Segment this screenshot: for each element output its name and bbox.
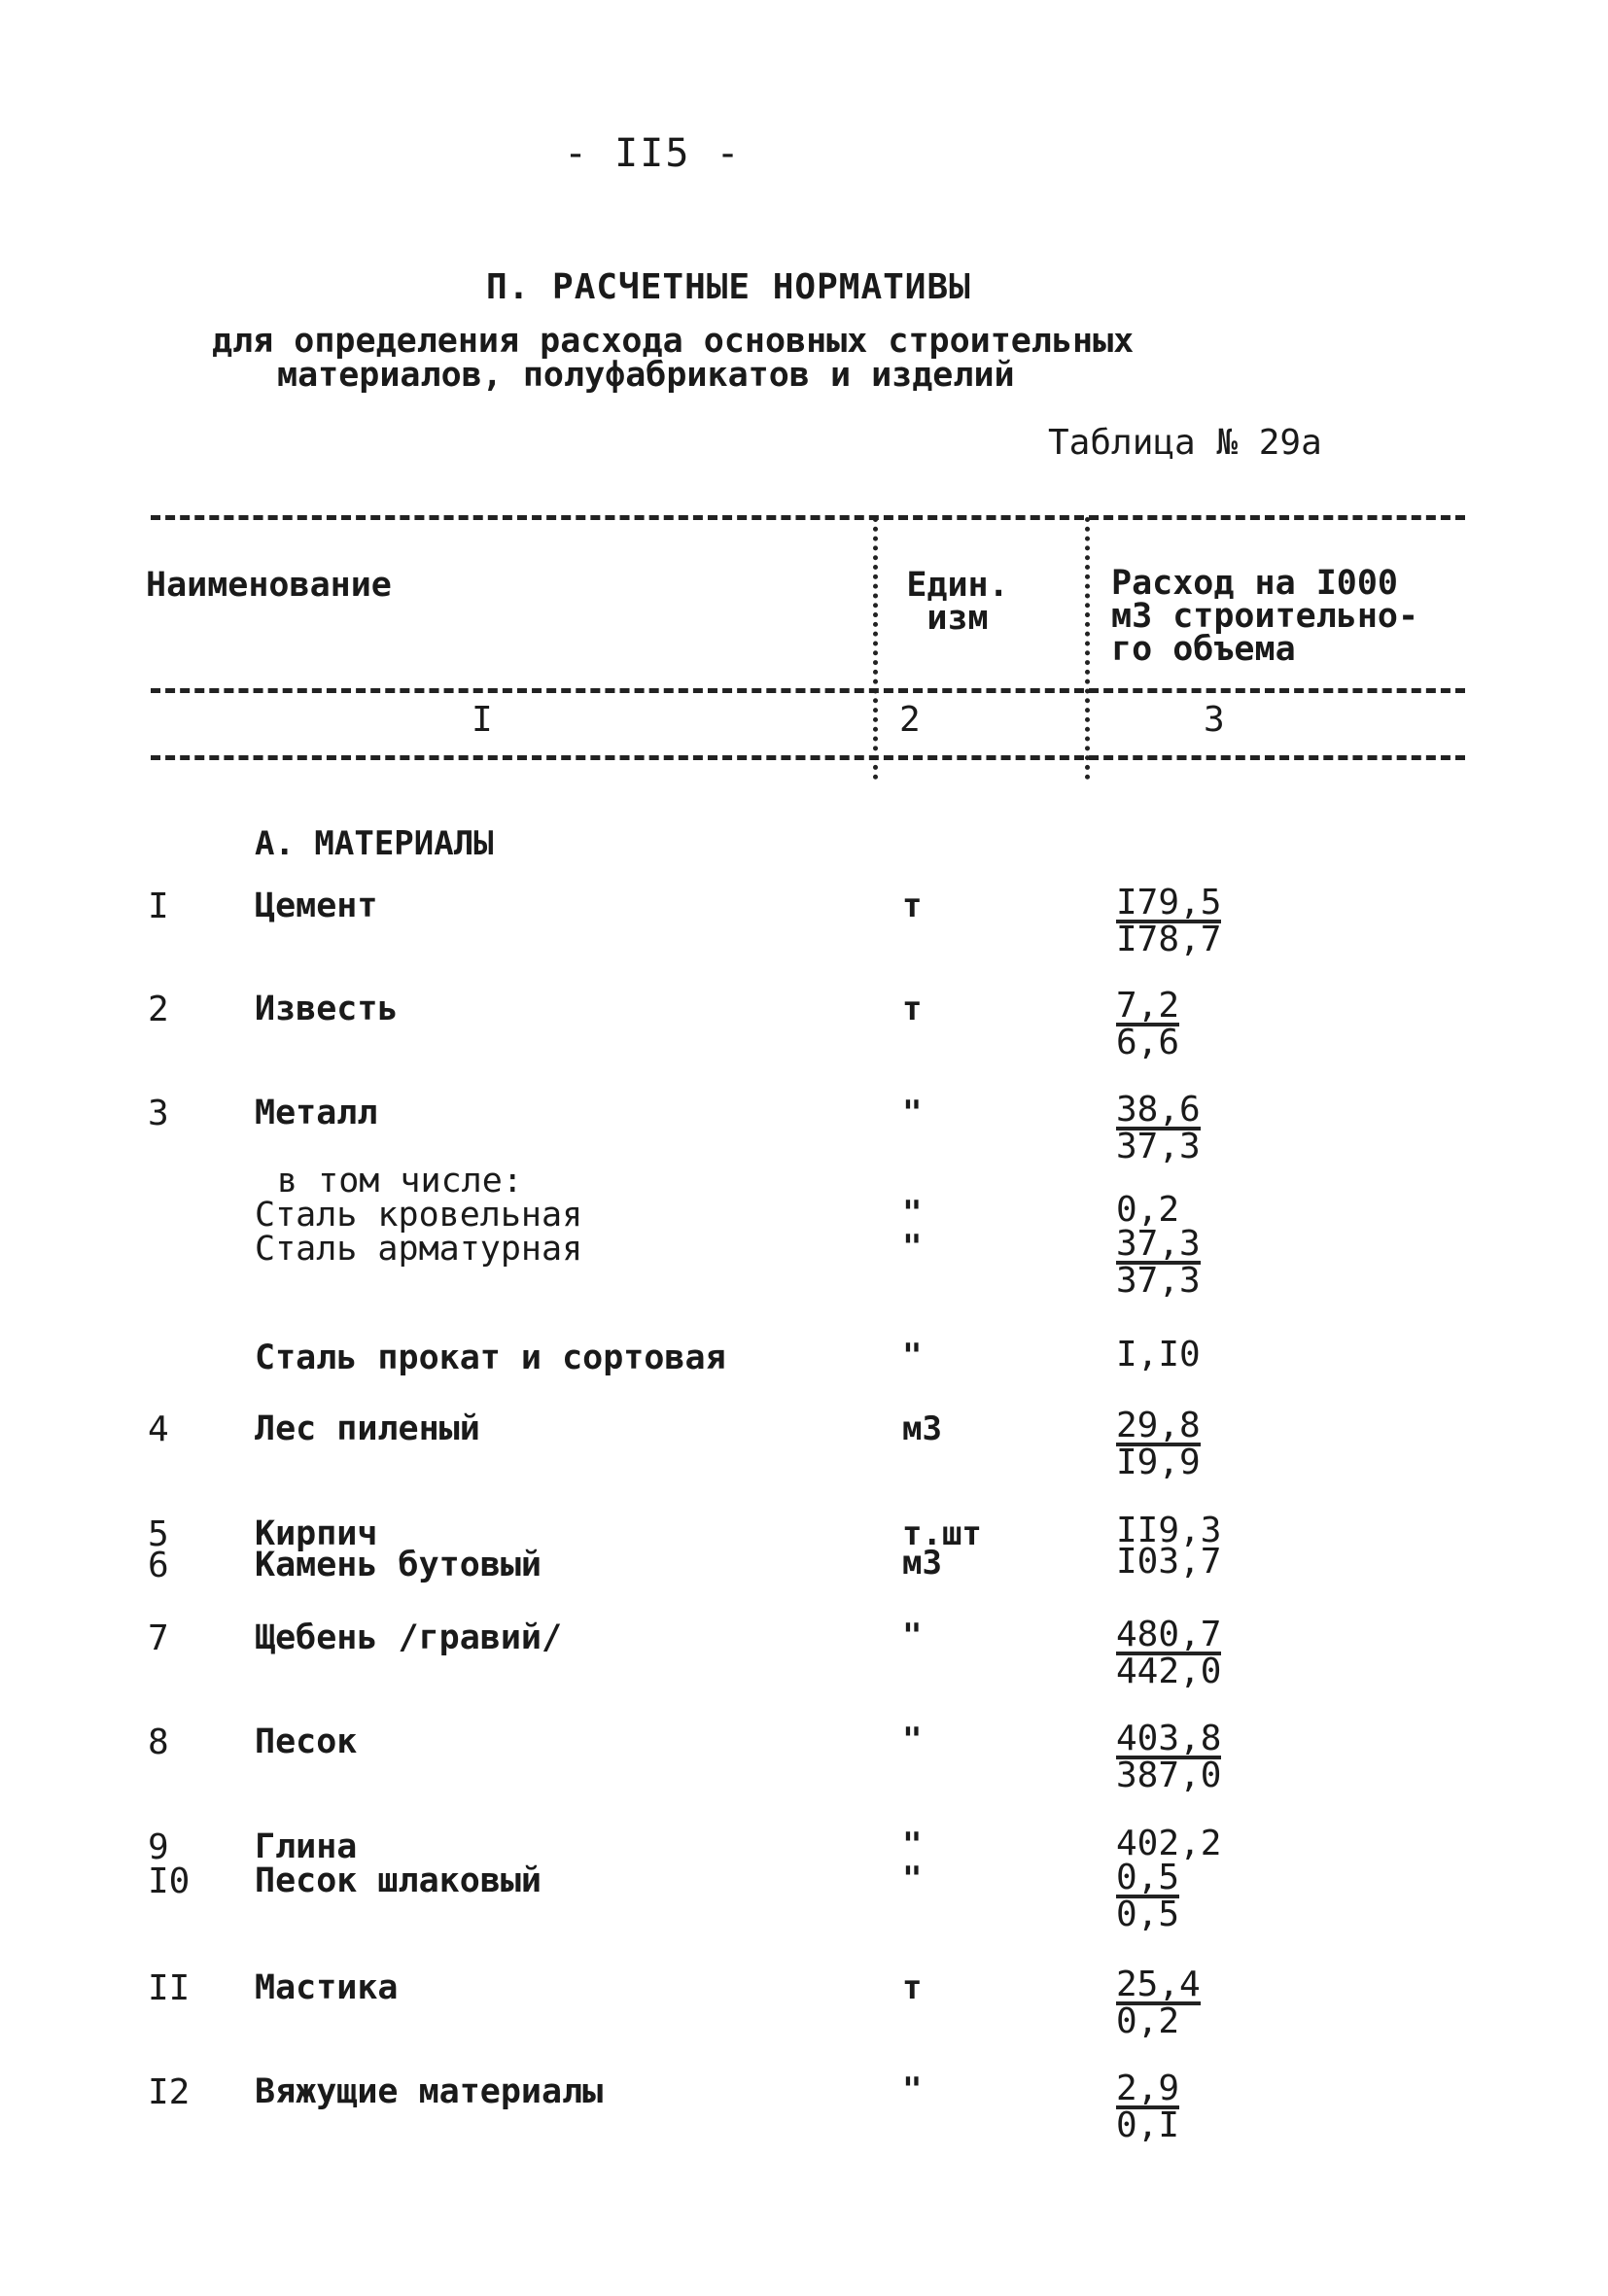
row-number: I0 (148, 1861, 191, 1901)
section-title: А. МАТЕРИАЛЫ (255, 824, 494, 863)
row-number: 2 (148, 990, 169, 1029)
row-value (1116, 883, 1222, 959)
row-value (1116, 986, 1180, 1062)
row-value-bottom: 0,5 (1116, 1895, 1180, 1934)
row-number: 3 (148, 1094, 169, 1133)
row-name: Песок (255, 1722, 358, 1761)
page-number: - II5 - (564, 131, 742, 176)
row-unit: т (902, 887, 923, 925)
row-value-top: 37,3 (1116, 1224, 1201, 1264)
row-name: Вяжущие материалы (255, 2072, 604, 2111)
row-unit: " (902, 1194, 923, 1233)
row-name: Сталь кровельная (255, 1196, 583, 1235)
row-value-top: 29,8 (1116, 1406, 1201, 1445)
row-value: 0,2 (1116, 1190, 1180, 1230)
row-unit: т (902, 990, 923, 1028)
row-name: Металл (255, 1094, 378, 1132)
row-unit: " (902, 1228, 923, 1267)
row-value-bottom: 37,3 (1116, 1127, 1201, 1166)
row-value-bottom: 387,0 (1116, 1756, 1222, 1795)
row-number: 4 (148, 1409, 169, 1449)
row-name: Сталь арматурная (255, 1230, 583, 1269)
header-name: Наименование (146, 566, 392, 605)
row-value (1116, 1615, 1222, 1691)
row-value-top: 2,9 (1116, 2069, 1180, 2108)
row-unit: " (902, 1826, 923, 1864)
row-name: Камень бутовый (255, 1546, 542, 1584)
header-usage (1111, 564, 1419, 669)
row-value (1116, 2069, 1180, 2145)
row-name: Мастика (255, 1968, 399, 2007)
row-number: 7 (148, 1618, 169, 1658)
table-label: Таблица № 29а (1048, 423, 1322, 463)
row-value-bottom: I9,9 (1116, 1443, 1201, 1482)
row-value-top: 25,4 (1116, 1965, 1201, 2004)
table-top-rule (151, 515, 1465, 520)
row-unit: м3 (902, 1409, 942, 1448)
header-unit-line2: изм (926, 599, 989, 638)
row-number: I (148, 887, 169, 926)
row-value: I,I0 (1116, 1335, 1201, 1374)
row-value (1116, 1090, 1201, 1166)
row-value-bottom: 442,0 (1116, 1652, 1222, 1691)
row-value-top: 480,7 (1116, 1615, 1222, 1654)
row-unit: " (902, 1860, 923, 1898)
row-number: II (148, 1968, 191, 2008)
row-value-top: 7,2 (1116, 986, 1180, 1026)
row-unit: т (902, 1968, 923, 2007)
row-name: Кирпич (255, 1514, 378, 1553)
row-value-bottom: 0,I (1116, 2105, 1180, 2145)
row-value-bottom: I78,7 (1116, 920, 1222, 959)
row-value (1116, 1406, 1201, 1482)
row-value (1116, 1224, 1201, 1301)
row-unit: " (902, 1094, 923, 1132)
row-number: 8 (148, 1722, 169, 1762)
header-usage-line1: Расход на I000 (1111, 564, 1399, 603)
column-number-2: 2 (899, 700, 921, 740)
row-name: Лес пиленый (255, 1409, 480, 1448)
row-unit: " (902, 2070, 923, 2109)
column-separator-2 (1085, 517, 1090, 780)
row-value-bottom: 37,3 (1116, 1261, 1201, 1301)
row-number: I2 (148, 2072, 191, 2112)
document-subtitle-line2: материалов, полуфабрикатов и изделий (277, 356, 1015, 395)
row-name: Глина (255, 1827, 358, 1866)
row-value (1116, 1858, 1180, 1934)
row-unit: " (902, 1721, 923, 1759)
column-separator-1 (873, 517, 878, 780)
row-number: 9 (148, 1827, 169, 1867)
row-value-bottom: 0,2 (1116, 2001, 1180, 2041)
row-name: Известь (255, 990, 399, 1028)
column-number-1: I (472, 700, 493, 740)
row-name: Сталь прокат и сортовая (255, 1339, 726, 1377)
header-usage-line2: м3 строительно- (1111, 597, 1419, 636)
row-unit: " (902, 1617, 923, 1655)
row-value-top: 38,6 (1116, 1090, 1201, 1130)
row-value-bottom: 6,6 (1116, 1023, 1180, 1062)
column-numbers-rule (151, 755, 1465, 760)
header-unit (899, 566, 1016, 638)
row-unit: " (902, 1337, 923, 1375)
row-value (1116, 1965, 1201, 2041)
row-value: 402,2 (1116, 1824, 1222, 1863)
row-name: Цемент (255, 887, 378, 925)
row-number: 5 (148, 1514, 169, 1554)
row-unit: т.шт (902, 1514, 982, 1553)
row-name: Щебень /гравий/ (255, 1618, 563, 1657)
row-value-top: 403,8 (1116, 1719, 1222, 1758)
document-subtitle-line1: для определения расхода основных строительных (212, 322, 1135, 361)
row-value: I03,7 (1116, 1542, 1222, 1582)
column-number-3: 3 (1204, 700, 1225, 740)
row-value-top: 0,5 (1116, 1858, 1180, 1897)
header-unit-line1: Един. (906, 566, 1009, 605)
row-value: II9,3 (1116, 1511, 1222, 1550)
row-unit: м3 (902, 1544, 942, 1583)
row-number: 6 (148, 1546, 169, 1585)
row-name: в том числе: (277, 1162, 523, 1200)
row-name: Песок шлаковый (255, 1861, 542, 1900)
header-bottom-rule (151, 688, 1465, 693)
header-usage-line3: го объема (1111, 630, 1296, 669)
row-value (1116, 1719, 1222, 1795)
document-title: П. РАСЧЕТНЫЕ НОРМАТИВЫ (486, 267, 971, 307)
row-value-top: I79,5 (1116, 883, 1222, 922)
